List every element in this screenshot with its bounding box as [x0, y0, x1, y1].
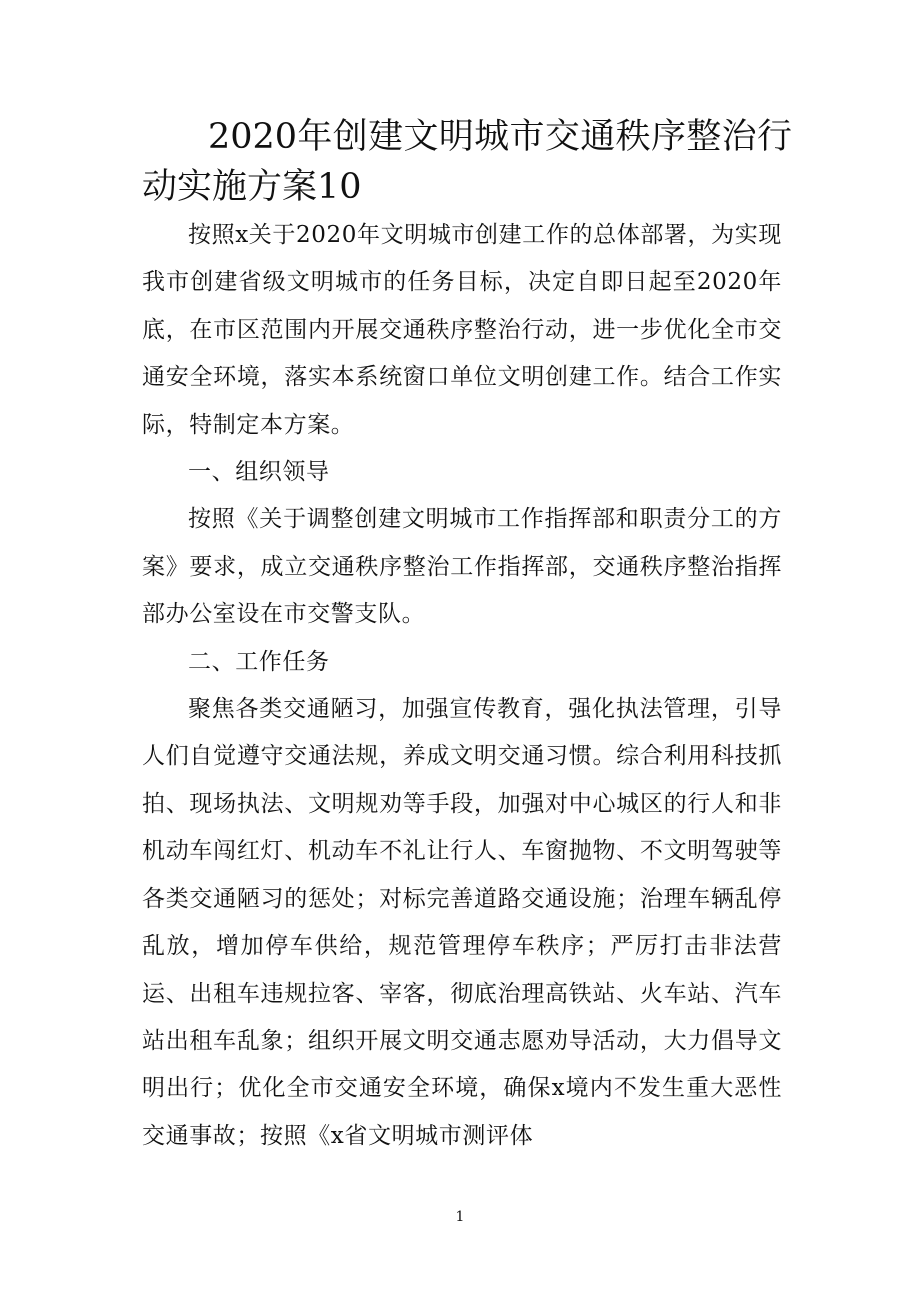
document-title: 2020年创建文明城市交通秩序整治行动实施方案10 [142, 117, 792, 207]
tasks-paragraph: 聚焦各类交通陋习，加强宣传教育，强化执法管理，引导人们自觉遵守交通法规，养成文明交通习惯。综合利用科技抓拍、现场执法、文明规劝等手段，加强对中心城区的行人和非机动车闯红灯、机动车不礼让行人、车窗抛物、不文明驾驶等各类交通陋习的惩处；对标完善道路交通设施；治理车辆乱停乱放，增加停车供给，规范管理停车秩序；严厉打击非法营运、出租车违规拉客、宰客，彻底治理高铁站、火车站、汽车站出租车乱象；组织开展文明交通志愿劝导活动，大力倡导文明出行；优化全市交通安全环境，确保x境内不发生重大恶性交通事故；按照《x省文明城市测评体 [142, 696, 782, 1149]
intro-paragraph: 按照x关于2020年文明城市创建工作的总体部署，为实现我市创建省级文明城市的任务目标，决定自即日起至2020年底，在市区范围内开展交通秩序整治行动，进一步优化全市交通安全环境，落实本系统窗口单位文明创建工作。结合工作实际，特制定本方案。 [142, 222, 782, 438]
page-number: 1 [455, 1209, 465, 1225]
section-heading-tasks: 二、工作任务 [188, 648, 330, 675]
document-body [142, 212, 782, 1160]
section-heading-organization: 一、组织领导 [188, 459, 330, 486]
organization-paragraph: 按照《关于调整创建文明城市工作指挥部和职责分工的方案》要求，成立交通秩序整治工作指挥部，交通秩序整治指挥部办公室设在市交警支队。 [142, 506, 782, 628]
